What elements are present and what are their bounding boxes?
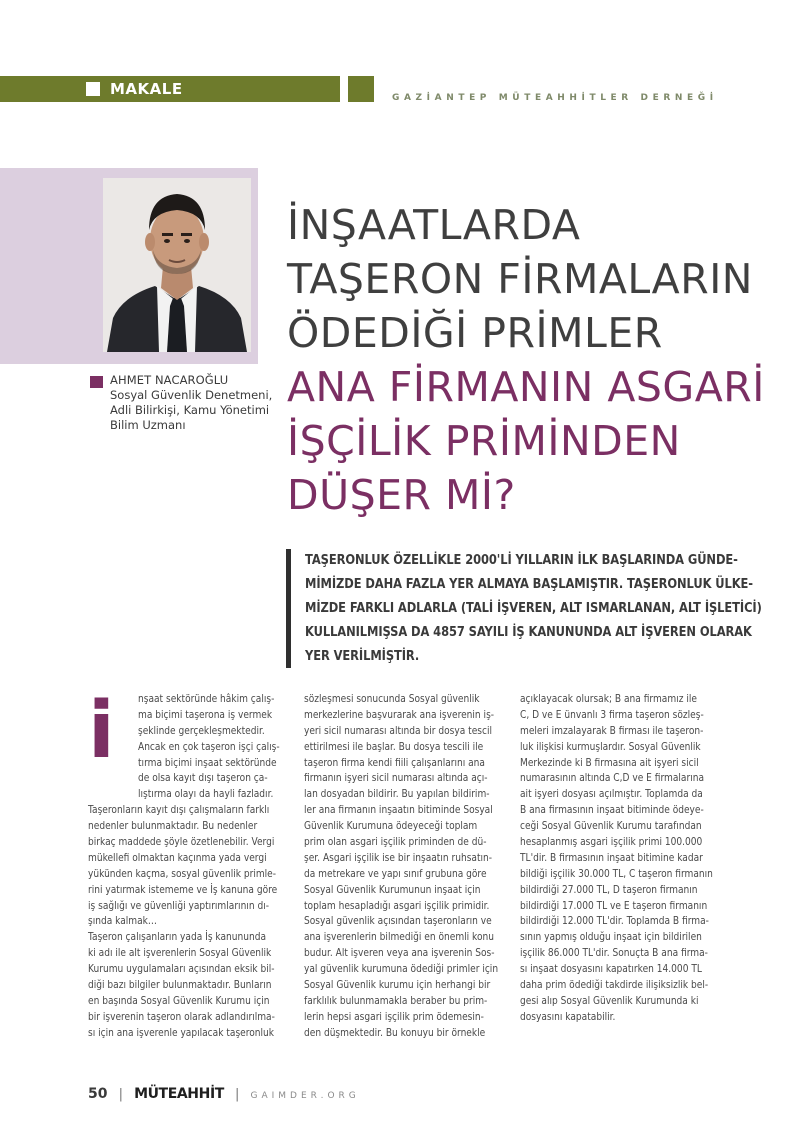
body-line: ana işverenlerin bilmediği en önemli konu	[304, 931, 494, 944]
header-accent-block	[348, 76, 374, 102]
body-line: şında kalmak…	[88, 915, 157, 928]
body-line: Kurumu uygulamaları açısından eksik bil-	[88, 963, 275, 976]
body-line: toplam hesapladığı asgari işçilik primidir.	[304, 899, 490, 912]
lead-accent-bar	[286, 549, 291, 668]
body-line: bildirdiği 27.000 TL, D taşeron firmanın	[520, 883, 698, 896]
subtitle-line: İŞÇİLİK PRİMİNDEN	[287, 417, 681, 465]
body-line: Sosyal güvenlik açısından taşeronların ve	[304, 915, 492, 928]
body-line: nedenler bulunmaktadır. Bu nedenler	[88, 820, 258, 833]
title-line: TAŞERON FİRMALARIN	[287, 255, 753, 303]
website: GAIMDER.ORG	[250, 1091, 360, 1101]
title-line: İNŞAATLARDA	[287, 201, 581, 249]
body-line: ceği Sosyal Güvenlik Kurumu tarafından	[520, 820, 702, 833]
body-line: firmanın işyeri sicil numarası altında açı-	[304, 772, 488, 785]
body-line: lerin hepsi asgari işçilik prim ödemesin-	[304, 1010, 484, 1023]
lead-line: KULLANILMIŞSA DA 4857 SAYILI İŞ KANUNUNDA ALT İŞVEREN OLARAK	[305, 625, 752, 640]
body-line: dosyasını kapatabilir.	[520, 1010, 616, 1023]
body-line: TL'dir. B firmasının inşaat bitimine kadar	[520, 851, 703, 864]
body-line: gesi alıp Sosyal Güvenlik Kurumunda ki	[520, 994, 699, 1007]
body-line: ler ana firmanın inşaatın bitiminde Sosyal	[304, 804, 493, 817]
subtitle-line: DÜŞER Mİ?	[287, 471, 516, 519]
body-line: sının yapmış olduğu inşaat için bildirilen	[520, 931, 702, 944]
body-line: yal güvenlik kurumuna ödediği primler için	[304, 963, 499, 976]
body-line: nşaat sektöründe hâkim çalış-	[138, 693, 275, 705]
body-line: lan dosyadan bildirir. Bu yapılan bildirim-	[304, 788, 490, 801]
author-name: AHMET NACAROĞLU	[110, 373, 229, 387]
body-line: sı inşaat dosyasını kapatırken 14.000 TL	[520, 963, 702, 976]
body-line: en başında Sosyal Güvenlik Kurumu için	[88, 994, 270, 1007]
body-line: Taşeron çalışanların yada İş kanununda	[88, 931, 267, 944]
body-line: Ancak en çok taşeron işçi çalış-	[138, 740, 280, 753]
author-marker-icon	[90, 376, 103, 388]
title-line: ÖDEDİĞİ PRİMLER	[287, 309, 663, 357]
body-line: Sosyal Güvenlik kurumu için herhangi bir	[304, 979, 491, 992]
author-photo	[103, 178, 251, 352]
body-line: meleri imzalayarak B firması ile taşeron-	[520, 724, 704, 737]
author-title-line: Sosyal Güvenlik Denetmeni,	[110, 388, 273, 402]
body-line: ki adı ile alt işverenlerin Sosyal Güvenlik	[88, 947, 272, 960]
subtitle-line: ANA FİRMANIN ASGARİ	[287, 363, 765, 411]
body-line: Merkezinde ki B firmasına ait işyeri sicil	[520, 756, 699, 769]
body-line: Sosyal Güvenlik Kurumunun inşaat için	[304, 883, 481, 896]
author-title-line: Adli Bilirkişi, Kamu Yönetimi	[110, 403, 270, 417]
body-line: sözleşmesi sonucunda Sosyal güvenlik	[304, 693, 480, 705]
body-line: işçilik 86.000 TL'dir. Sonuçta B ana firma-	[520, 947, 708, 960]
body-line: ma biçimi taşerona iş vermek	[138, 708, 273, 721]
body-line: iş sağlığı ve güvenliği yaptırımlarının dı-	[88, 899, 269, 912]
body-line: birkaç maddede şöyle özetlenebilir. Vergi	[88, 836, 275, 849]
footer-separator: |	[235, 1087, 240, 1102]
body-line: daha prim ödediği takdirde ilişiksizlik bel-	[520, 979, 709, 992]
lead-line: YER VERİLMİŞTİR.	[305, 649, 420, 664]
body-line: yeri sicil numarası altında bir dosya tescil	[304, 724, 493, 737]
page-footer	[88, 1083, 360, 1103]
body-line: ait işyeri dosyası açılmıştır. Toplamda da	[520, 788, 703, 801]
body-line: den düşmektedir. Bu konuyu bir örnekle	[304, 1026, 486, 1039]
section-label: MAKALE	[110, 80, 183, 98]
drop-cap: i	[88, 686, 115, 776]
magazine-name: MÜTEAHHİT	[134, 1086, 224, 1102]
body-line: şeklinde gerçekleşmektedir.	[138, 724, 265, 737]
body-line: bir işverenin taşeron olarak adlandırılma-	[88, 1010, 275, 1023]
body-line: ettirilmesi ile başlar. Bu dosya tescili ile	[304, 740, 484, 753]
lead-line: TAŞERONLUK ÖZELLİKLE 2000'Lİ YILLARIN İLK BAŞLARINDA GÜNDE-	[305, 553, 738, 568]
body-line: C, D ve E ünvanlı 3 firma taşeron sözleş-	[520, 708, 704, 721]
body-line: Taşeronların kayıt dışı çalışmaların farklı	[88, 804, 270, 817]
body-line: luk ilişkisi kurmuşlardır. Sosyal Güvenlik	[520, 740, 701, 753]
association-name: GAZİANTEP MÜTEAHHİTLER DERNEĞİ	[392, 93, 718, 103]
body-line: da metrekare ve yapı sınıf grubuna göre	[304, 867, 487, 880]
body-line: numarasının altında C,D ve E firmalarına	[520, 772, 705, 785]
body-line: hesaplanmış asgari işçilik primi 100.000	[520, 836, 703, 849]
body-line: şer. Asgari işçilik ise bir inşaatın ruhsatın-	[304, 851, 493, 864]
body-line: mükellefi olmaktan kaçınma yada vergi	[88, 851, 267, 864]
body-line: diği bazı bilgiler bulunmaktadır. Bunların	[88, 979, 272, 992]
body-line: sı için ana işverenle yapılacak taşeronluk	[88, 1026, 275, 1039]
body-line: de olsa kayıt dışı taşeron ça-	[138, 772, 268, 785]
body-line: B ana firmasının inşaat bitiminde ödeye-	[520, 804, 704, 817]
body-line: farklılık bulunmamakla beraber bu prim-	[304, 994, 488, 1007]
body-line: rini yatırmak istememe ve İş kanuna göre	[88, 883, 278, 896]
author-title-line: Bilim Uzmanı	[110, 418, 186, 432]
body-line: yükünden kaçma, sosyal güvenlik primle-	[88, 867, 277, 880]
body-line: bildirdiği 12.000 TL'dir. Toplamda B firma-	[520, 915, 709, 928]
footer-separator: |	[118, 1087, 123, 1102]
body-line: Güvenlik Kurumuna ödeyeceği toplam	[304, 820, 478, 833]
lead-line: MİZDE FARKLI ADLARLA (TALİ İŞVEREN, ALT ISMARLANAN, ALT İŞLETİCİ)	[305, 601, 762, 616]
body-line: lıştırma olayı da hayli fazladır.	[138, 788, 274, 801]
body-line: merkezlerine başvurarak ana işverenin iş-	[304, 708, 495, 721]
body-line: budur. Alt işveren veya ana işverenin Sos-	[304, 947, 495, 960]
body-line: taşeron firma kendi fiili çalışanlarını ana	[304, 756, 485, 769]
body-line: tırma biçimi inşaat sektöründe	[138, 756, 277, 769]
body-line: bildirdiği 17.000 TL ve E taşeron firmanın	[520, 899, 708, 912]
author-portrait-icon	[103, 178, 251, 352]
body-column-2	[304, 692, 531, 1042]
body-column-1	[88, 686, 309, 1042]
body-line: açıklayacak olursak; B ana firmamız ile	[520, 693, 697, 705]
body-line: bildiği işçilik 30.000 TL, C taşeron firmanın	[520, 867, 713, 880]
body-line: prim olan asgari işçilik priminden de dü-	[304, 836, 487, 849]
body-column-3	[520, 692, 746, 1026]
section-square-icon	[86, 82, 100, 96]
page-number: 50	[88, 1086, 108, 1102]
lead-line: MİMİZDE DAHA FAZLA YER ALMAYA BAŞLAMIŞTIR. TAŞERONLUK ÜLKE-	[305, 577, 753, 592]
